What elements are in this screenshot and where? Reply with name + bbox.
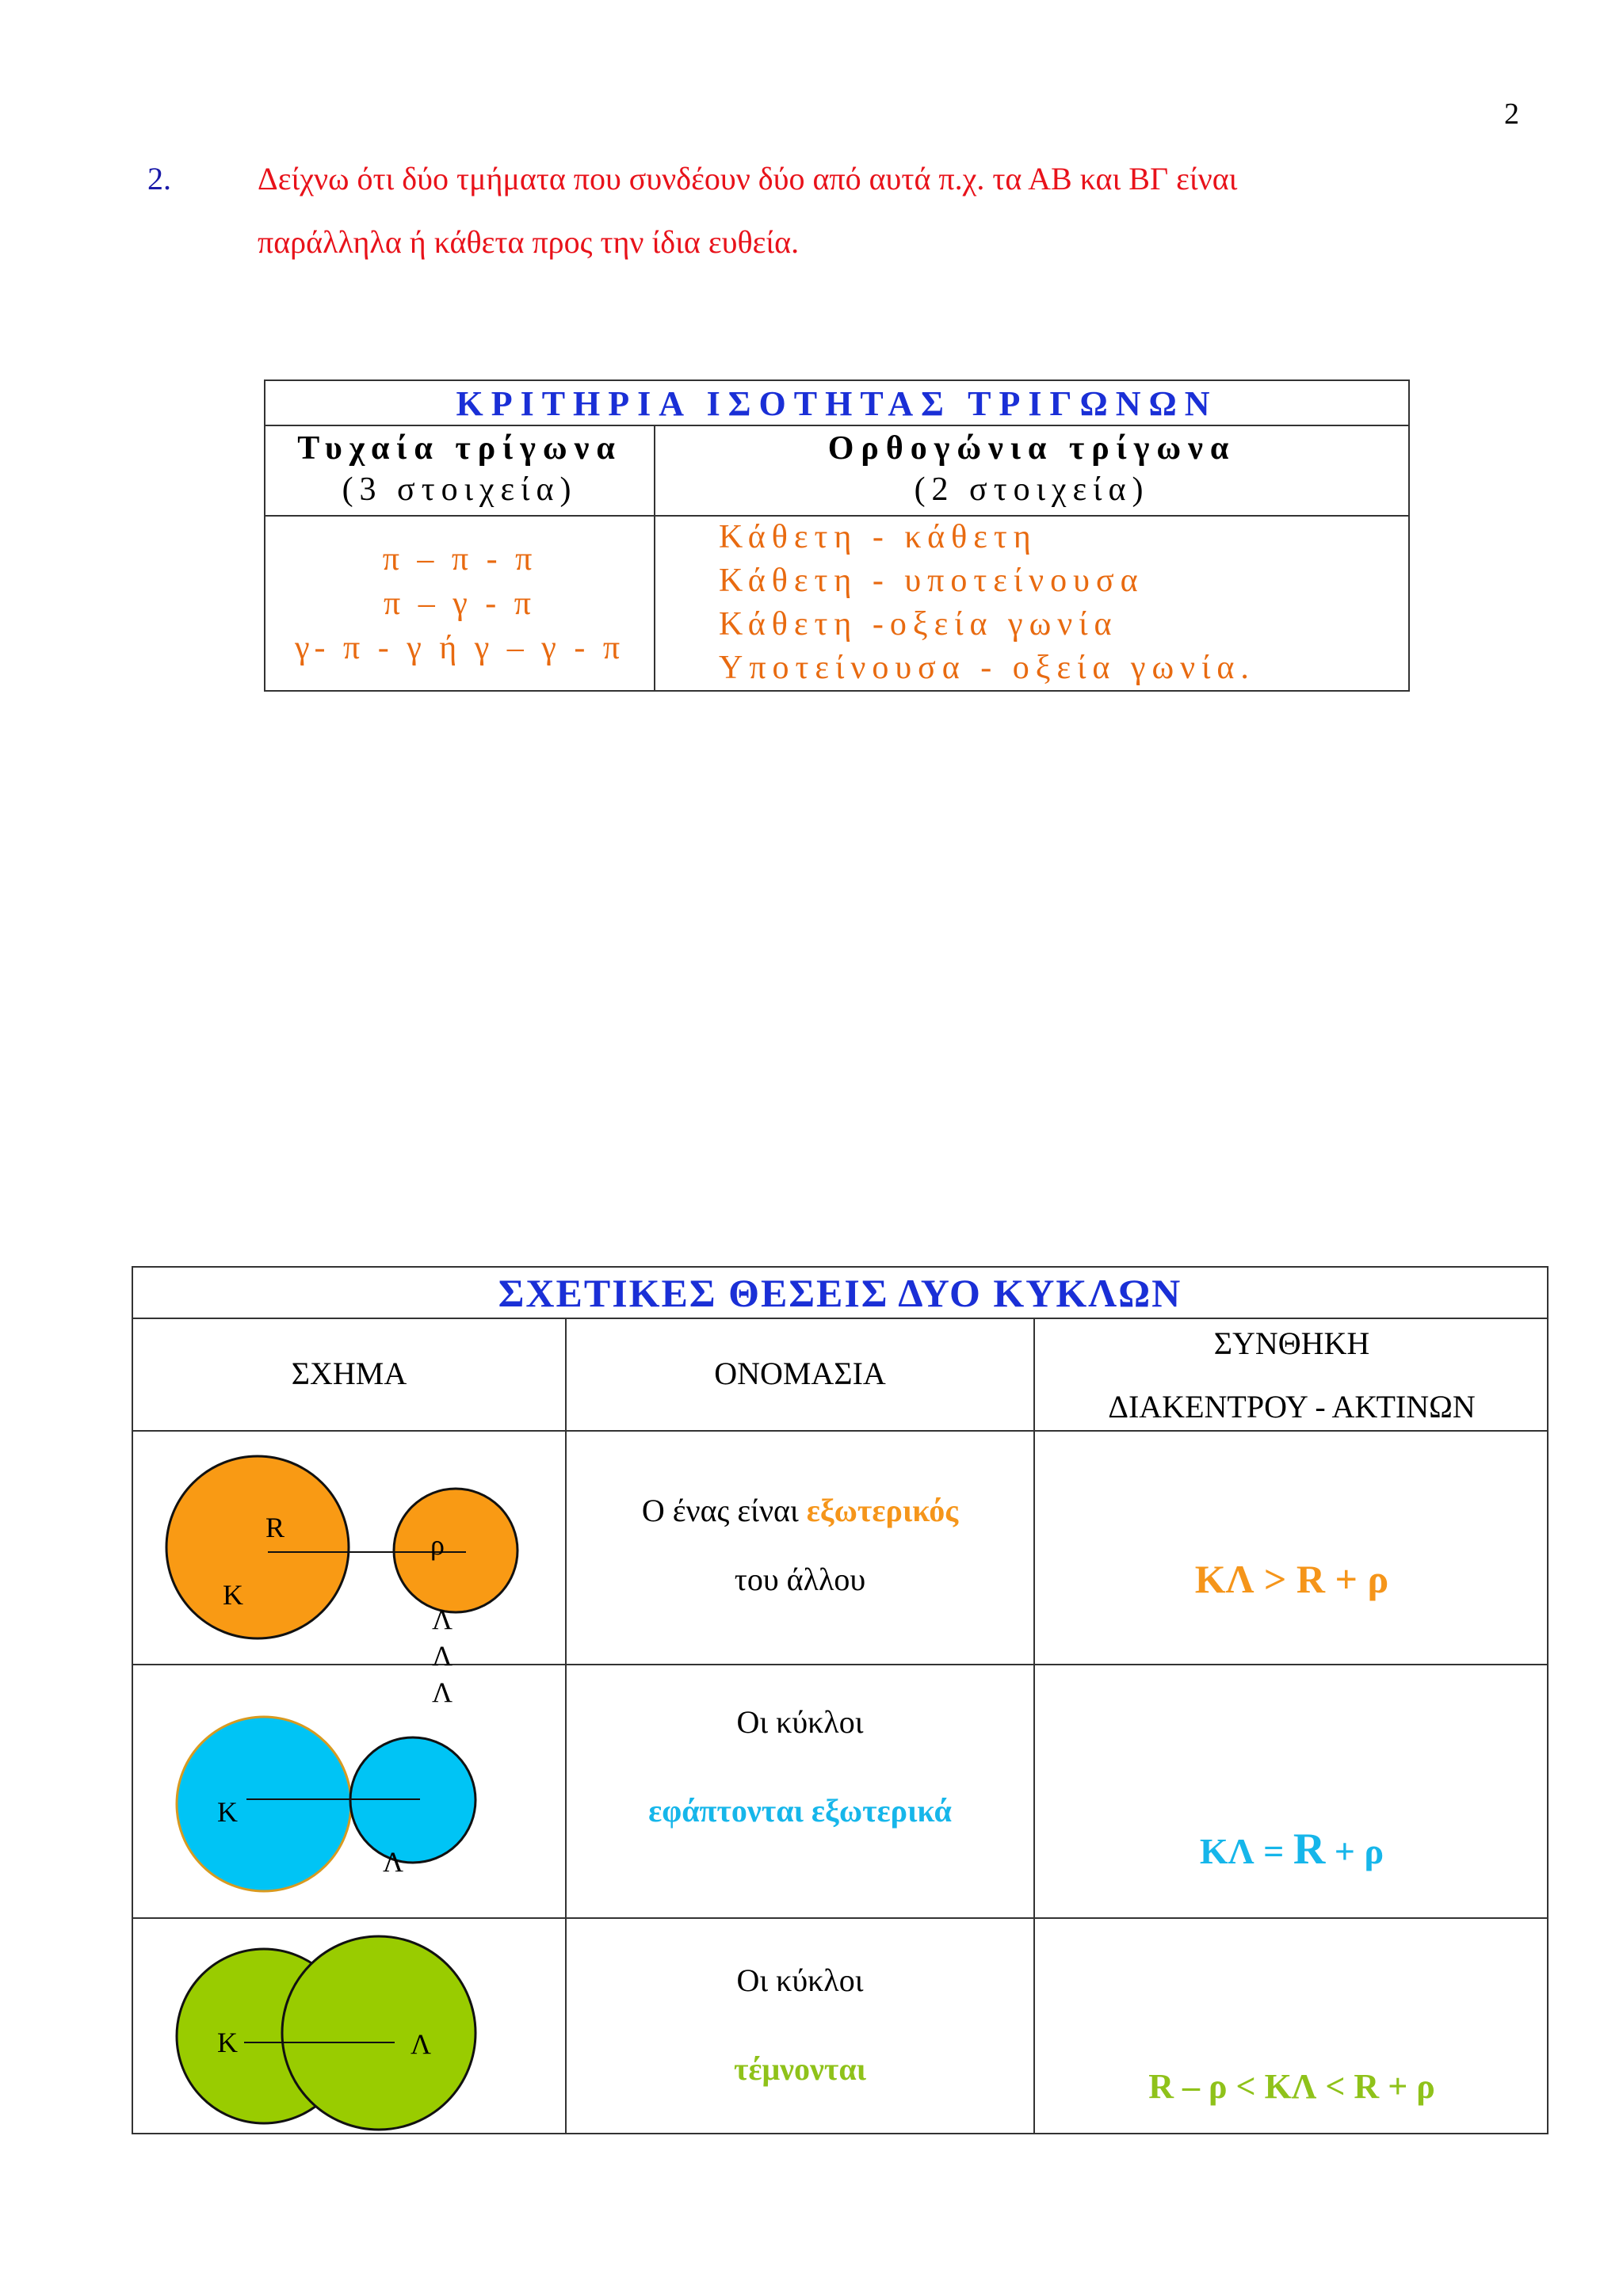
- random-triangles-subtitle: (3 στοιχεία): [342, 471, 578, 508]
- label-rho: ρ: [430, 1529, 445, 1561]
- label-k: Κ: [217, 1796, 238, 1828]
- rule-item: π – γ - π: [384, 585, 536, 622]
- random-triangles-header: [265, 426, 654, 517]
- random-triangles-rules: [265, 517, 654, 690]
- rule-item: Κάθετη - υποτείνουσα: [719, 563, 1144, 599]
- external-circles-diagram: [166, 1456, 517, 1708]
- tangent-name-line1: Οι κύκλοι: [736, 1704, 864, 1740]
- page-number: 2: [1504, 97, 1519, 131]
- tangent-condition: [1035, 1824, 1549, 1875]
- rule-item: Κάθετη -οξεία γωνία: [719, 606, 1118, 643]
- shape-column-header: ΣΧΗΜΑ: [291, 1356, 407, 1391]
- item-text-line-2: παράλληλα ή κάθετα προς την ίδια ευθεία.: [258, 224, 800, 260]
- random-triangles-title: Τυχαία τρίγωνα: [297, 430, 622, 467]
- external-name-highlight: εξωτερικός: [806, 1493, 959, 1528]
- label-lambda: Λ: [383, 1846, 404, 1878]
- rule-item: π – π - π: [382, 541, 537, 578]
- rule-item: γ- π - γ ή γ – γ - π: [294, 630, 625, 666]
- circle-positions-table: [132, 1266, 1549, 2134]
- rule-item: Κάθετη - κάθετη: [719, 519, 1037, 555]
- circles-table-title: ΣΧΕΤΙΚΕΣ ΘΕΣΕΙΣ ΔΥΟ ΚΥΚΛΩΝ: [133, 1268, 1547, 1319]
- criteria-table-title: ΚΡΙΤΗΡΙΑ ΙΣΟΤΗΤΑΣ ΤΡΙΓΩΝΩΝ: [265, 381, 1408, 426]
- tangent-condition-suffix: + ρ: [1325, 1831, 1384, 1871]
- circle-l: [282, 1936, 475, 2130]
- external-condition: ΚΛ > R + ρ: [1194, 1557, 1389, 1601]
- right-triangles-title: Ορθογώνια τρίγωνα: [827, 430, 1236, 467]
- column-divider: [1033, 1319, 1035, 2133]
- tangent-condition-prefix: ΚΛ =: [1199, 1831, 1293, 1871]
- right-triangles-rules: [655, 517, 1408, 690]
- label-lambda: Λ: [432, 1604, 453, 1635]
- intersecting-circles-diagram: [177, 1936, 475, 2130]
- condition-column-header-line1: ΣΥΝΘΗΚΗ: [1213, 1325, 1370, 1361]
- right-triangles-subtitle: (2 στοιχεία): [914, 471, 1150, 508]
- tangent-name-highlight: εφάπτονται εξωτερικά: [648, 1793, 952, 1829]
- label-lambda: Λ: [432, 1676, 453, 1708]
- item-text-line-1: Δείχνω ότι δύο τμήματα που συνδέουν δύο από αυτά π.χ. τα ΑΒ και ΒΓ είναι: [258, 161, 1238, 196]
- label-r: R: [265, 1512, 285, 1543]
- right-triangles-column: [655, 426, 1408, 692]
- label-k: Κ: [217, 2027, 238, 2058]
- external-name-line2: του άλλου: [734, 1562, 866, 1597]
- name-column-header: ΟΝΟΜΑΣΙΑ: [714, 1356, 886, 1391]
- intersect-name-highlight: τέμνονται: [733, 2051, 867, 2087]
- rule-item: Υποτείνουσα - οξεία γωνία.: [719, 650, 1255, 686]
- label-lambda: Λ: [432, 1640, 453, 1672]
- triangle-criteria-table: [264, 379, 1410, 692]
- item-number: 2.: [147, 161, 171, 196]
- right-triangles-header: [655, 426, 1408, 517]
- random-triangles-column: [265, 426, 655, 692]
- large-circle-k: [166, 1456, 349, 1638]
- external-name-line1: [567, 1492, 1033, 1529]
- tangent-circles-diagram: [177, 1717, 475, 1891]
- intersect-condition: R – ρ < ΚΛ < R + ρ: [1148, 2067, 1435, 2106]
- label-k: Κ: [223, 1579, 243, 1611]
- condition-column-header-line2: ΔΙΑΚΕΝΤΡΟΥ - ΑΚΤΙΝΩΝ: [1108, 1389, 1476, 1425]
- large-circle-k: [177, 1717, 351, 1891]
- circle-diagrams: [133, 1268, 565, 2133]
- intersect-name-line1: Οι κύκλοι: [736, 1962, 864, 1998]
- label-lambda: Λ: [411, 2028, 432, 2060]
- small-circle-l: [394, 1489, 517, 1612]
- tangent-condition-r: R: [1293, 1825, 1326, 1874]
- external-name-prefix: Ο ένας είναι: [641, 1493, 807, 1528]
